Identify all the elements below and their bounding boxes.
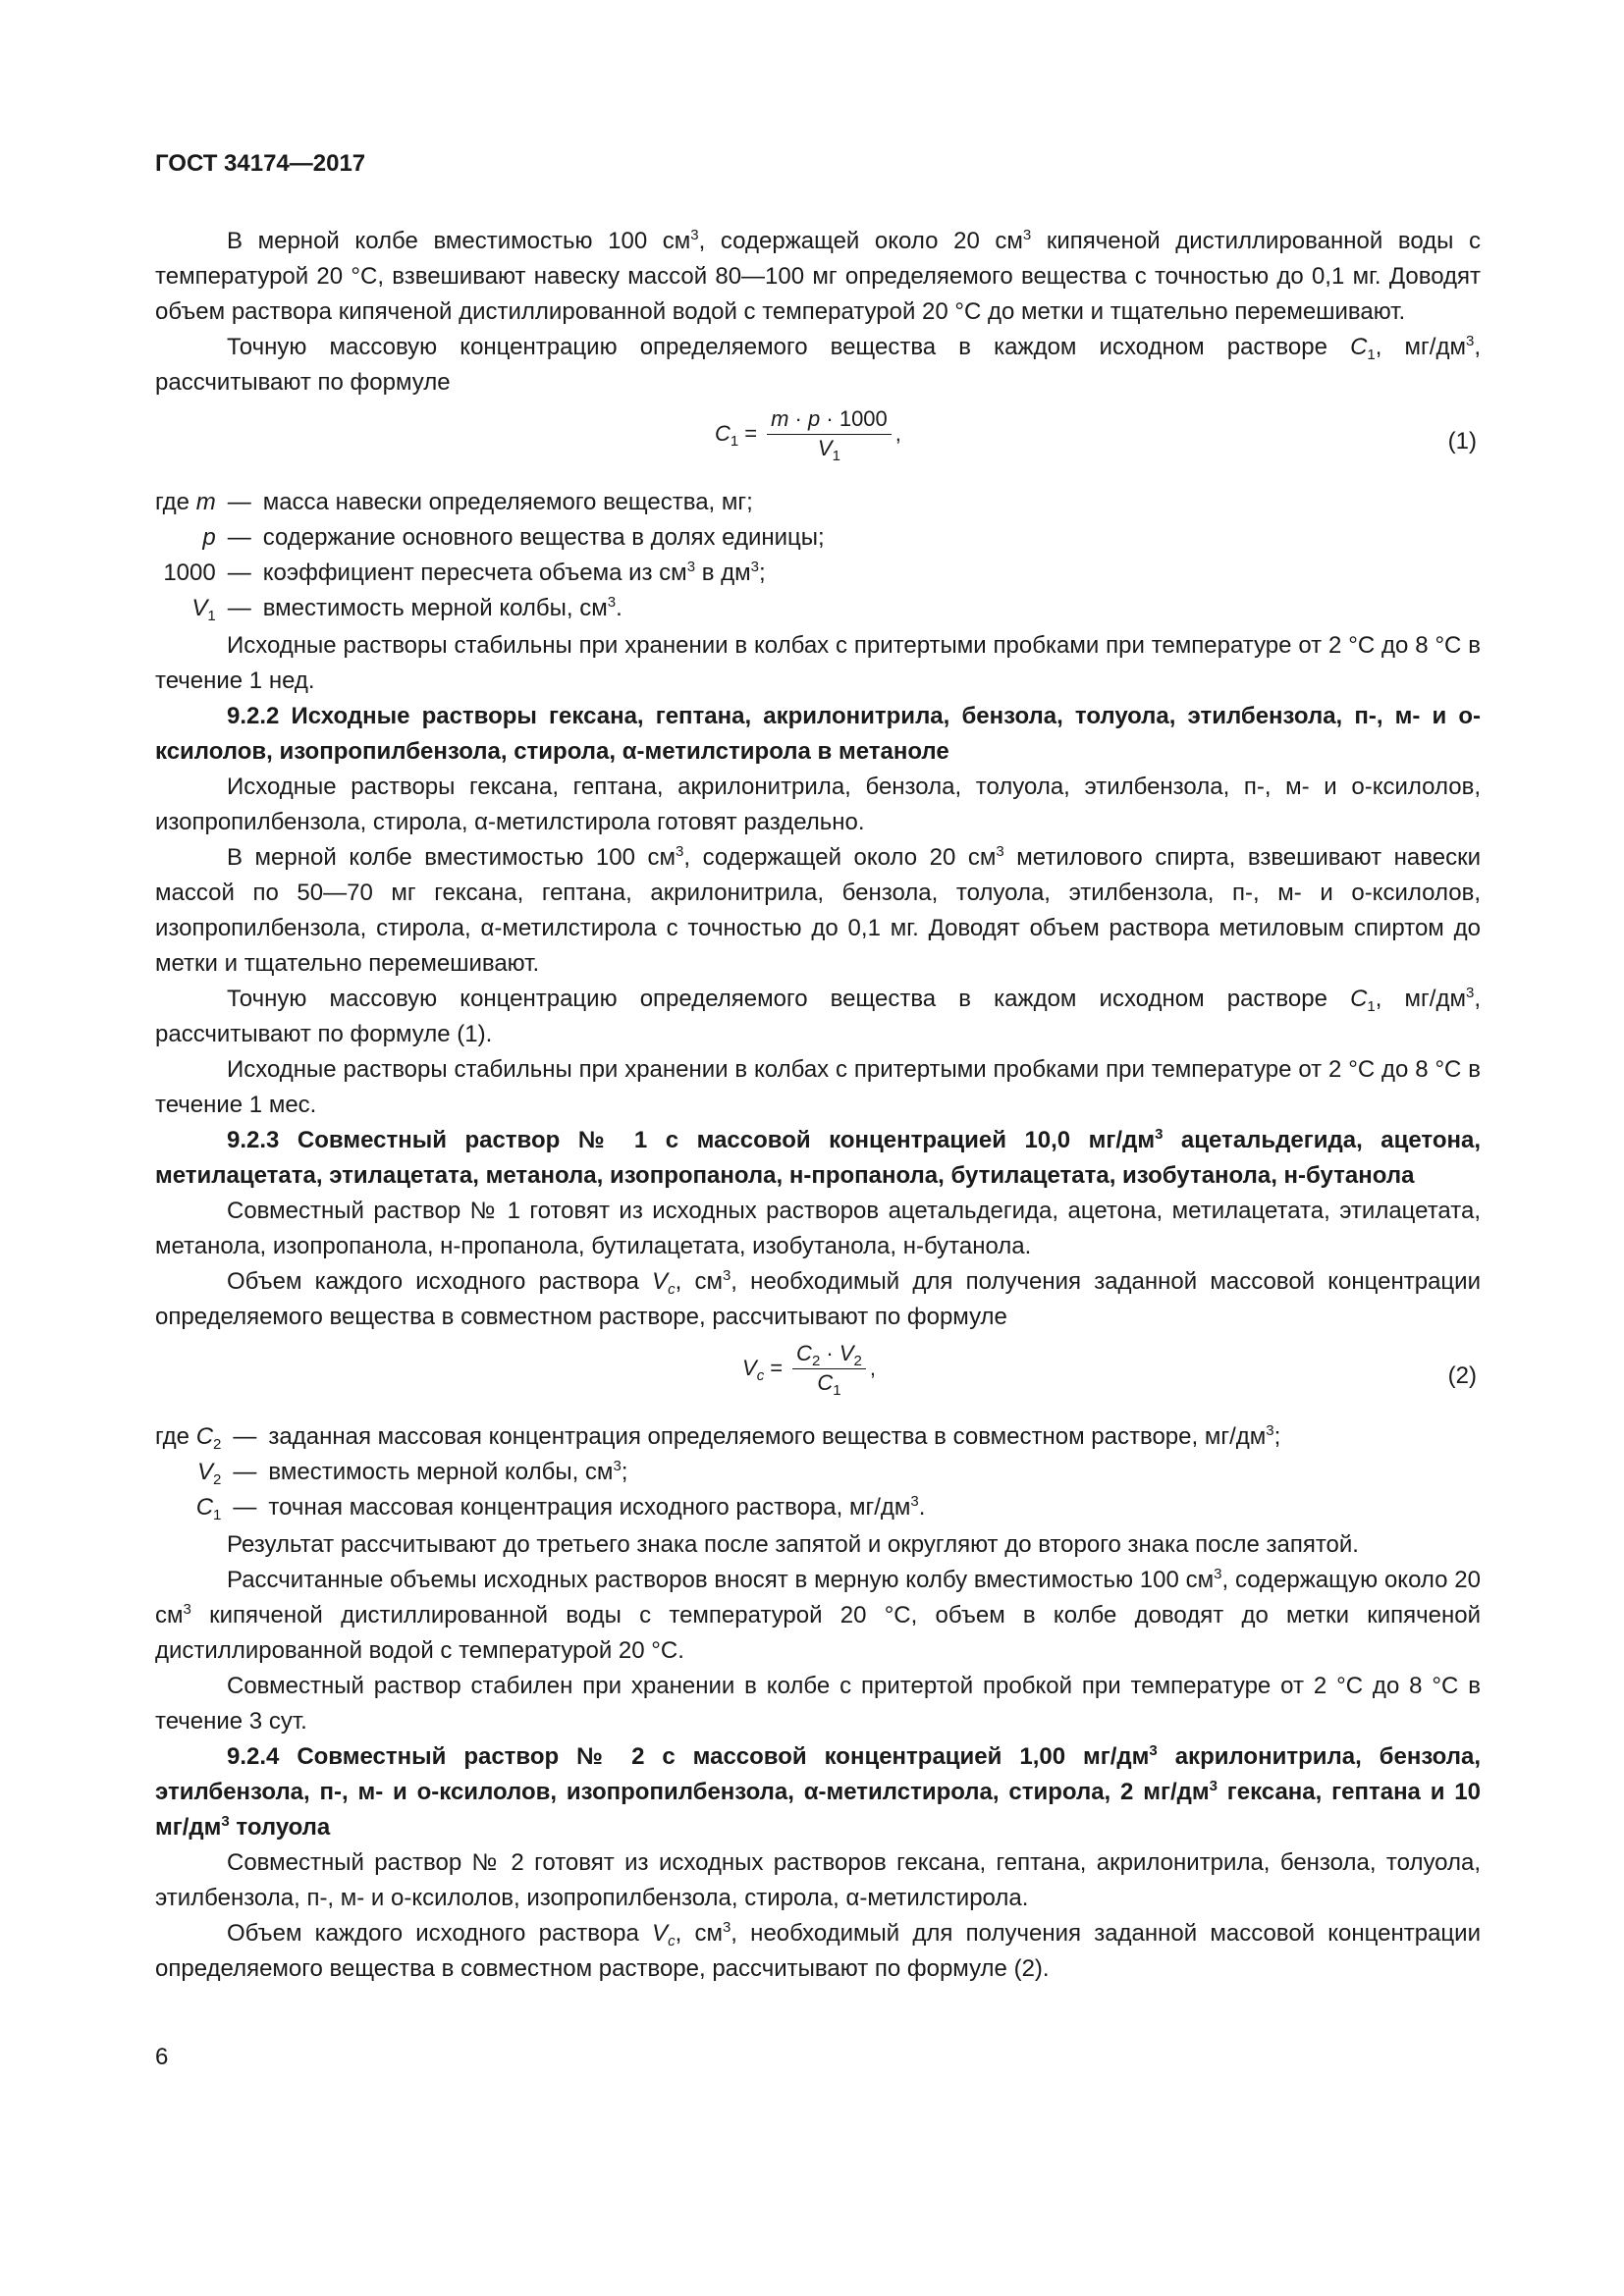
formula-number: (2) <box>1447 1362 1477 1389</box>
paragraph: Точную массовую концентрацию определяемого вещества в каждом исходном растворе $C_1$, $мг/дм^3$, рассчитывают по формуле (1). <box>155 985 1481 1047</box>
paragraph: Исходные растворы стабильны при хранении в колбах с притертыми пробками при температуре от 2 °С до 8 °С в течение 1 нед. <box>155 632 1481 694</box>
paragraph: Совместный раствор № 1 готовят из исходных растворов ацетальдегида, ацетона, метилацетата, этилацетата, метанола, изопропанола, н-пропанола, бутилацетата, изобутанола, н-бутанола. <box>155 1198 1481 1259</box>
paragraph: Совместный раствор № 2 готовят из исходных растворов гексана, гептана, акрилонитрила, бензола, толуола, этилбензола, п-, м- и о-ксилолов, изопропилбензола, стирола, α-метилстирола. <box>155 1849 1481 1911</box>
paragraph: Исходные растворы стабильны при хранении в колбах с притертыми пробками при температуре от 2 °С до 8 °С в течение 1 мес. <box>155 1056 1481 1118</box>
page-body <box>155 224 1481 1987</box>
paragraph: Совместный раствор стабилен при хранении в колбе с притертой пробкой при температуре от 2 °С до 8 °С в течение 3 сут. <box>155 1673 1481 1735</box>
paragraph: Исходные растворы гексана, гептана, акрилонитрила, бензола, толуола, этилбензола, п-, м- и о-ксилолов, изопропилбензола, стирола, α-метилстирола готовят раздельно. <box>155 774 1481 835</box>
page-number: 6 <box>155 2044 169 2070</box>
paragraph: Точную массовую концентрацию определяемого вещества в каждом исходном растворе $C_1$, $мг/дм^3$, рассчитывают по формуле <box>155 333 1481 396</box>
paragraph: Объем каждого исходного раствора $V_c$, $см^3$, необходимый для получения заданной массовой концентрации определяемого вещества в совместном растворе, рассчитывают по формуле <box>155 1267 1481 1330</box>
formula-2: $V_c$ = $\frac{C_2 \cdot V_2}{C_1}$ , (2) <box>742 1341 1477 1399</box>
formula-number: (1) <box>1447 428 1477 454</box>
document-header: ГОСТ 34174—2017 <box>155 150 366 177</box>
paragraph: Объем каждого исходного раствора $V_c$, $см^3$, необходимый для получения заданной массовой концентрации определяемого вещества в совместном растворе, рассчитывают по формуле (2). <box>155 1919 1481 1982</box>
paragraph: Рассчитанные объемы исходных растворов вносят в мерную колбу вместимостью 100 $см^3$, содержащую около 20 $см^3$ кипяченой дистиллированной воды с температурой 20 °С, объем в колбе доводят до метки кипяченой дистиллированной водой с температурой 20 °С. <box>155 1566 1482 1664</box>
section-heading-9-2-4: 9.2.4 Совместный раствор № 2 с массовой концентрацией 1,00 $мг/дм^3$ акрилонитрила, бензола, этилбензола, п-, м- и о-ксилолов, изопропилбензола, α-метилстирола, стирола, 2 $мг/дм^3$ гексана, гептана и 10 $мг/дм^3$ толуола <box>155 1742 1482 1841</box>
paragraph: Результат рассчитывают до третьего знака после запятой и округляют до второго знака после запятой. <box>227 1531 1359 1558</box>
section-heading-9-2-3: 9.2.3 Совместный раствор № 1 с массовой концентрацией 10,0 $мг/дм^3$ ацетальдегида, ацетона, метилацетата, этилацетата, метанола, изопропанола, н-пропанола, бутилацетата, изобутанола, н-бутанола <box>155 1126 1481 1189</box>
where-list: где m — масса навески определяемого вещества, мг; p — содержание основного вещества в долях единицы; 1000 — коэффициент пересчета объема из $см^3$ в $дм^3$; $V_1$ — вместимость мерной колбы, $см^3$. <box>155 489 825 624</box>
section-heading-9-2-2: 9.2.2 Исходные растворы гексана, гептана, акрилонитрила, бензола, толуола, этилбензола, п-, м- и о-ксилолов, изопропилбензола, стирола, α-метилстирола в метаноле <box>155 703 1481 765</box>
where-list: где $C_2$ — заданная массовая концентрация определяемого вещества в совместном растворе, $мг/дм^3$; $V_2$ — вместимость мерной колбы, $см^3$; $C_1$ — точная массовая концентрация исходного раствора, $мг/дм^3$. <box>155 1422 1281 1523</box>
paragraph: В мерной колбе вместимостью 100 $см^3$, содержащей около 20 $см^3$ метилового спирта, взвешивают навески массой по 50—70 мг гексана, гептана, акрилонитрила, бензола, толуола, этилбензола, п-, м- и о-ксилолов, изопропилбензола, стирола, α-метилстирола с точностью до 0,1 мг. Доводят объем раствора метиловым спиртом до метки и тщательно перемешивают. <box>155 843 1481 977</box>
paragraph: В мерной колбе вместимостью 100 $см^3$, содержащей около 20 $см^3$ кипяченой дистиллированной воды с температурой 20 °С, взвешивают навеску массой 80—100 мг определяемого вещества с точностью до 0,1 мг. Доводят объем раствора кипяченой дистиллированной водой с температурой 20 °С до метки и тщательно перемешивают. <box>155 227 1481 325</box>
formula-1: $C_1$ = $\frac{m \cdot p \cdot 1000}{V_1}$ , (1) <box>715 406 1477 464</box>
